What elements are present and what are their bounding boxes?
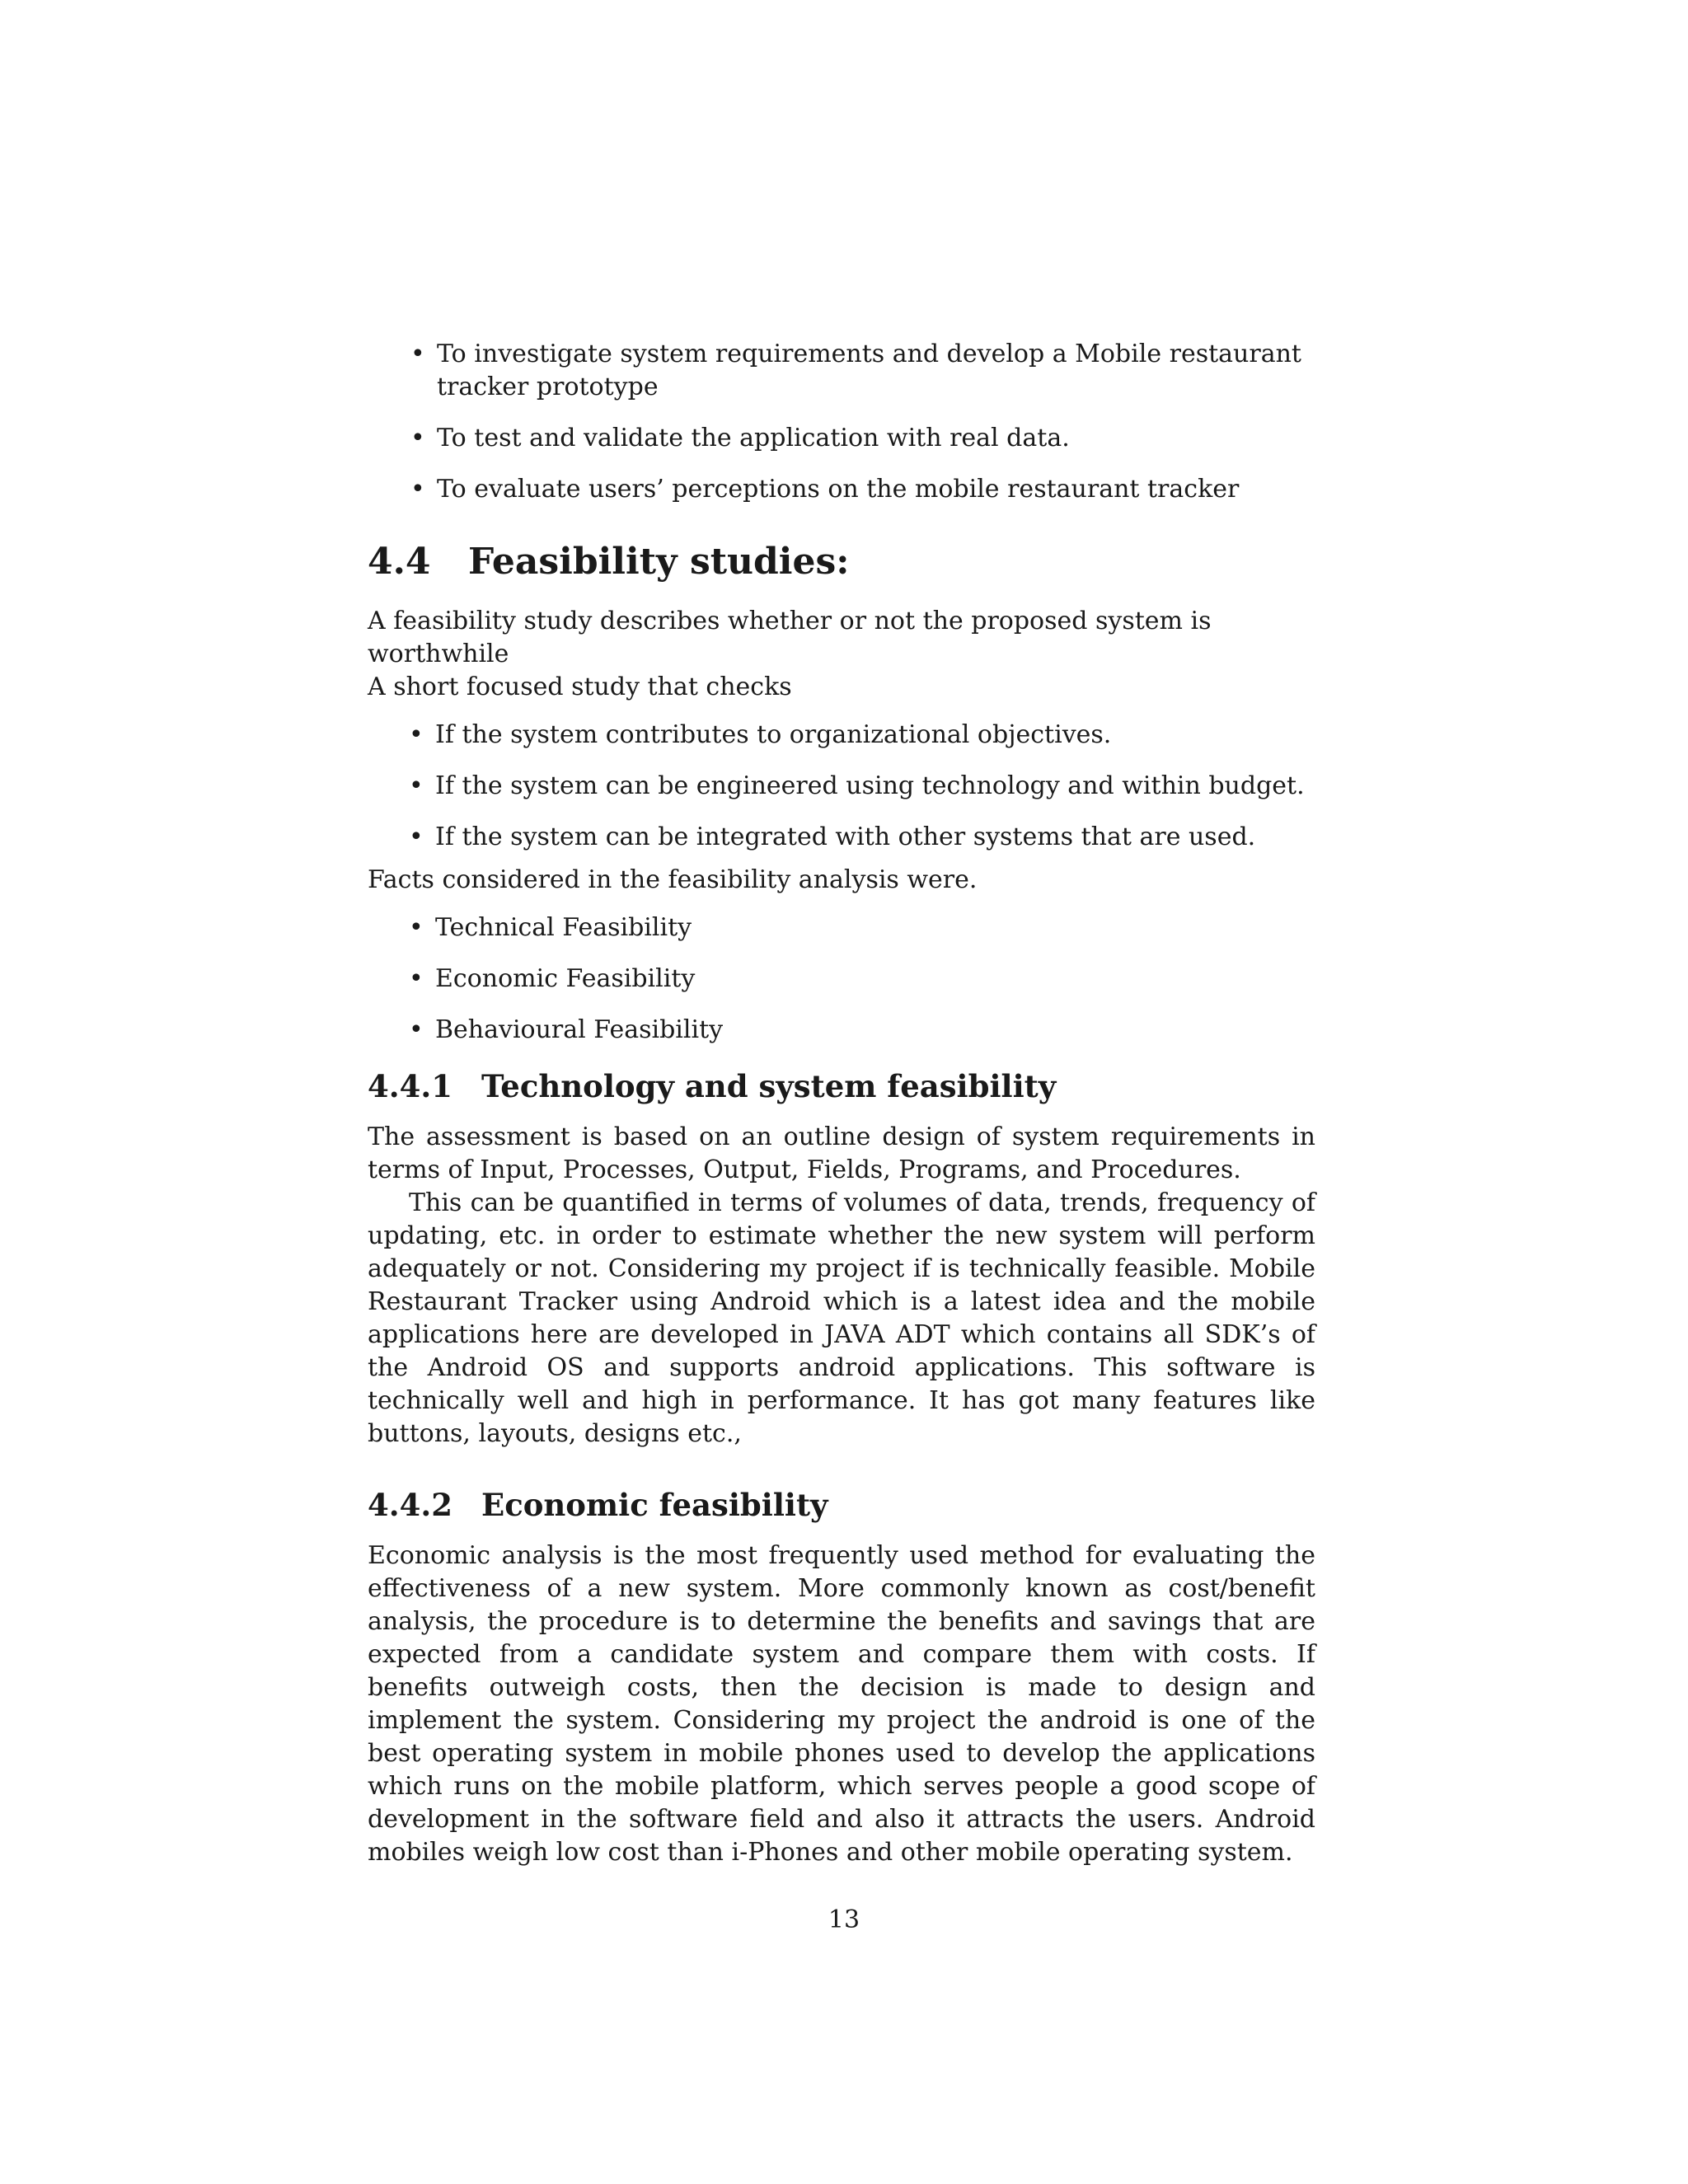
section-heading-4-4-1: 4.4.1 Technology and system feasibility <box>368 1068 1057 1104</box>
bullet-icon: • <box>410 475 425 504</box>
list-item: • If the system contributes to organizational objectives. <box>368 719 1315 752</box>
objectives-list <box>368 338 1315 506</box>
list-item: • To evaluate users’ perceptions on the mobile restaurant tracker <box>368 473 1315 506</box>
list-item: • If the system can be engineered using technology and within budget. <box>368 770 1315 803</box>
bullet-icon: • <box>409 1015 424 1044</box>
list-item: • To investigate system requirements and develop a Mobile restaurant tracker prototype <box>410 340 1301 401</box>
list-item: • Behavioural Feasibility <box>368 1014 1315 1047</box>
feasibility-intro-line-2: A short focused study that checks <box>368 673 792 701</box>
list-item: • Technical Feasibility <box>368 912 1315 944</box>
list-item: • To test and validate the application with real data. <box>368 422 1315 455</box>
economic-paragraph-1: Economic analysis is the most frequently used method for evaluating the effectiveness of a new system. More commonly known as cost/benefit analysis, the procedure is to determine the benefits and savings that are expected from a candidate system and compare them with costs. If benefits outweigh costs, then the decision is made to design and implement the system. Considering my project the android is one of the best operating system in mobile phones used to develop the applications which runs on the mobile platform, which serves people a good scope of development in the software field and also it attracts the users. Android mobiles weigh low cost than i-Phones and other mobile operating system. <box>368 1541 1315 1867</box>
section-heading-4-4-2: 4.4.2 Economic feasibility <box>368 1487 828 1523</box>
feasibility-intro-line-1: A feasibility study describes whether or not the proposed system is worthwhile <box>368 607 1212 668</box>
bullet-icon: • <box>409 964 424 993</box>
bullet-icon: • <box>409 823 424 851</box>
bullet-icon: • <box>409 720 424 749</box>
technology-paragraph-1: The assessment is based on an outline design of system requirements in terms of Input, Processes, Output, Fields, Programs, and Procedures. <box>368 1122 1315 1184</box>
feasibility-checks-list <box>368 719 1315 854</box>
bullet-icon: • <box>409 771 424 800</box>
bullet-icon: • <box>410 424 425 452</box>
document-page <box>368 338 1315 1869</box>
technology-paragraph-2: This can be quantified in terms of volumes of data, trends, frequency of updating, etc. in order to estimate whether the new system will perform adequately or not. Considering my project if is technically feasible. Mobile Restaurant Tracker using Android which is a latest idea and the mobile applications here are developed in JAVA ADT which contains all SDK’s of the Android OS and supports android applications. This software is technically well and high in performance. It has got many features like buttons, layouts, designs etc., <box>368 1188 1315 1448</box>
bullet-icon: • <box>409 913 424 942</box>
facts-list <box>368 912 1315 1047</box>
page-number: 13 <box>828 1905 860 1934</box>
list-item: • If the system can be integrated with other systems that are used. <box>368 821 1315 854</box>
list-item: • Economic Feasibility <box>368 963 1315 996</box>
facts-intro: Facts considered in the feasibility analysis were. <box>368 865 978 894</box>
section-heading-4-4: 4.4 Feasibility studies: <box>368 541 850 583</box>
bullet-icon: • <box>410 340 425 368</box>
